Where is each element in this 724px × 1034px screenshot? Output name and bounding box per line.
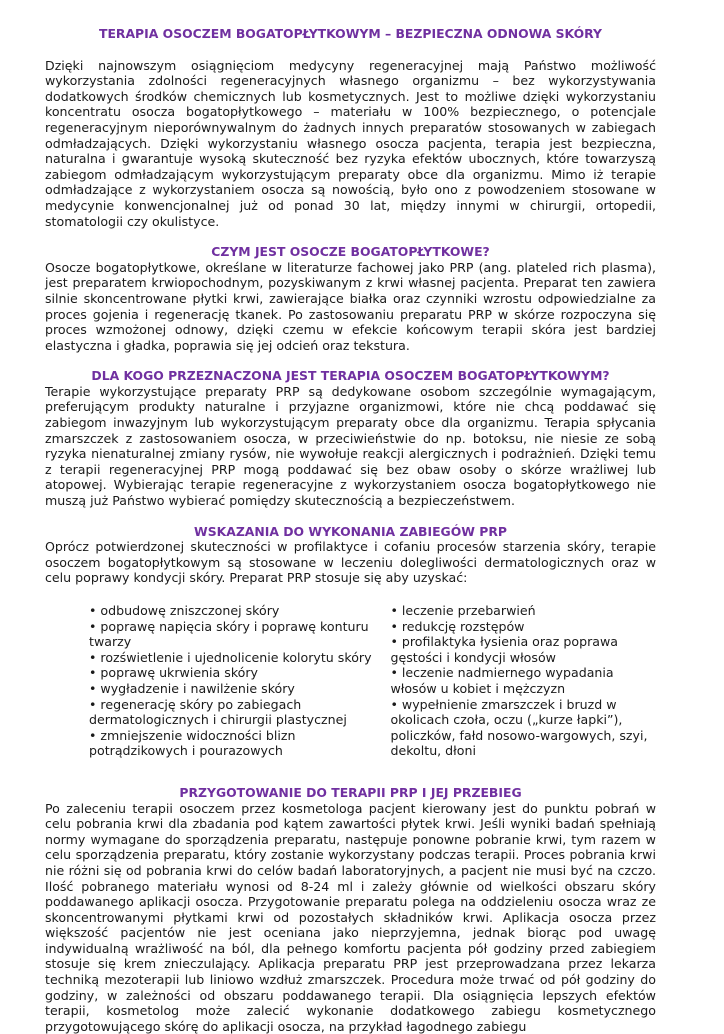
indications-bullet-list bbox=[45, 603, 656, 759]
list-item: • profilaktyka łysienia oraz poprawa gęstości i kondycji włosów bbox=[390, 634, 618, 665]
list-item: • rozświetlenie i ujednolicenie kolorytu skóry bbox=[89, 649, 372, 665]
section-body-what-is-prp: Osocze bogatopłytkowe, określane w literaturze fachowej jako PRP (ang. plateled rich plasma), jest preparatem krwiopochodnym, pozyskiwanym z krwi własnej pacjenta. Preparat ten zawiera silnie skoncentrowane płytki krwi, zawierające białka oraz czynniki wzrostu odpowiedzialne za proces gojenia i regenerację tkanek. Po zastosowaniu preparatu PRP w skórze rozpoczyna się proces wzmożonej odnowy, dzięki czemu w efekcie końcowym terapii skóra jest bardziej elastyczna i gładka, poprawia się jej odcień oraz tekstura. bbox=[45, 259, 656, 353]
bullet-column-left bbox=[89, 603, 390, 759]
intro-paragraph: Dzięki najnowszym osiągnięciom medycyny regeneracyjnej mają Państwo możliwość wykorzystania zdolności regeneracyjnych własnego organizmu – bez wykorzystywania dodatkowych środków chemicznych lub kosmetycznych. Jest to możliwe dzięki wykorzystaniu koncentratu osocza bogatopłytkowego – materiału w 100% bezpiecznego, o potencjale regeneracyjnym nieporównywalnym do żadnych innych preparatów stosowanych w zabiegach odmładzających. Dzięki wykorzystaniu własnego osocza pacjenta, terapia jest bezpieczna, naturalna i gwarantuje wysoką skuteczność bez ryzyka efektów ubocznych, które towarzyszą zabiegom odmładzającym wykorzystującym preparaty obce dla organizmu. Mimo iż terapie odmładzające z wykorzystaniem osocza są nowością, było ono z powodzeniem stosowane w medycynie konwencjonalnej już od ponad 30 lat, między innymi w chirurgii, ortopedii, stomatologii czy okulistyce. bbox=[45, 57, 656, 229]
list-item: • poprawę ukrwienia skóry bbox=[89, 665, 259, 681]
list-item: • leczenie nadmiernego wypadania włosów u kobiet i mężczyzn bbox=[390, 665, 614, 696]
list-item: • regenerację skóry po zabiegach dermatologicznych i chirurgii plastycznej bbox=[89, 696, 347, 728]
document-title: TERAPIA OSOCZEM BOGATOPŁYTKOWYM – BEZPIECZNA ODNOWA SKÓRY bbox=[99, 26, 602, 41]
section-heading-what-is-prp: CZYM JEST OSOCZE BOGATOPŁYTKOWE? bbox=[211, 244, 490, 260]
list-item: • redukcję rozstępów bbox=[390, 618, 525, 634]
list-item: • wygładzenie i nawilżenie skóry bbox=[89, 680, 295, 696]
list-item: • zmniejszenie widoczności blizn potrądzikowych i pourazowych bbox=[89, 727, 296, 759]
list-item: • poprawę napięcia skóry i poprawę konturu twarzy bbox=[89, 618, 369, 650]
bullet-column-right bbox=[390, 603, 656, 759]
section-heading-indications: WSKAZANIA DO WYKONANIA ZABIEGÓW PRP bbox=[194, 523, 507, 539]
list-item: • odbudowę zniszczonej skóry bbox=[89, 603, 280, 618]
list-item: • leczenie przebarwień bbox=[390, 603, 536, 618]
section-body-for-whom: Terapie wykorzystujące preparaty PRP są dedykowane osobom szczególnie wymagającym, preferującym produkty naturalne i przyjazne organizmowi, które nie chcą poddawać się zabiegom inwazyjnym lub wykorzystującym preparaty obce dla organizmu. Terapia spłycania zmarszczek z zastosowaniem osocza, w przeciwieństwie do np. botoksu, nie niesie ze sobą ryzyka nienaturalnej zmiany rysów, nie wywołuje reakcji alergicznych i podrażnień. Dzięki temu z terapii regeneracyjnej PRP mogą poddawać się bez obaw osoby o skórze wrażliwej lub atopowej. Wybierając terapie regeneracyjne z wykorzystaniem osocza bogatopłytkowego nie muszą już Państwo wybierać pomiędzy skutecznością a bezpieczeństwem. bbox=[45, 383, 656, 509]
list-item: • wypełnienie zmarszczek i bruzd w okolicach czoła, oczu („kurze łapki”), policzków, fałd nosowo-wargowych, szyi, dekoltu, dłoni bbox=[390, 696, 648, 759]
section-body-indications: Oprócz potwierdzonej skuteczności w profilaktyce i cofaniu procesów starzenia skóry, terapie osoczem bogatopłytkowym są stosowane w leczeniu dolegliwości dermatologicznych oraz w celu poprawy kondycji skóry. Preparat PRP stosuje się aby uzyskać: bbox=[45, 539, 656, 586]
section-heading-preparation: PRZYGOTOWANIE DO TERAPII PRP I JEJ PRZEBIEG bbox=[179, 784, 522, 800]
section-body-preparation: Po zaleceniu terapii osoczem przez kosmetologa pacjent kierowany jest do punktu pobrań w celu pobrania krwi dla zbadania pod kątem zawartości płytek krwi. Jeśli wyniki badań spełniają normy wymagane do sporządzenia preparatu, następuje ponowne pobranie krwi, tym razem w celu sporządzenia preparatu, który zostanie wykorzystany podczas terapii. Proces pobrania krwi nie różni się od pobrania krwi do celów badań laboratoryjnych, a pacjent nie musi być na czczo. Ilość pobranego materiału wynosi od 8-24 ml i zależy głównie od wielkości obszaru skóry poddawanego aplikacji osocza. Przygotowanie preparatu polega na oddzieleniu osocza wraz ze skoncentrowanymi płytkami krwi od pozostałych składników krwi. Aplikacja osocza przez większość pacjentów nie jest oceniana jako nieprzyjemna, jednak biorąc pod uwagę indywidualną wrażliwość na ból, dla pełnego komfortu pacjenta pół godziny przed zabiegiem stosuje się krem znieczulający. Aplikacja preparatu PRP jest przeprowadzana przez lekarza techniką mezoterapii lub liniowo wzdłuż zmarszczek. Procedura może trwać od pół godziny do godziny, w zależności od obszaru poddawanego terapii. Dla osiągnięcia lepszych efektów terapii, kosmetolog może zalecić wykonanie dodatkowego zabiegu kosmetycznego przygotowującego skórę do aplikacji osocza, na przykład łagodnego zabiegu bbox=[45, 800, 656, 1034]
section-heading-for-whom: DLA KOGO PRZEZNACZONA JEST TERAPIA OSOCZEM BOGATOPŁYTKOWYM? bbox=[91, 368, 610, 384]
